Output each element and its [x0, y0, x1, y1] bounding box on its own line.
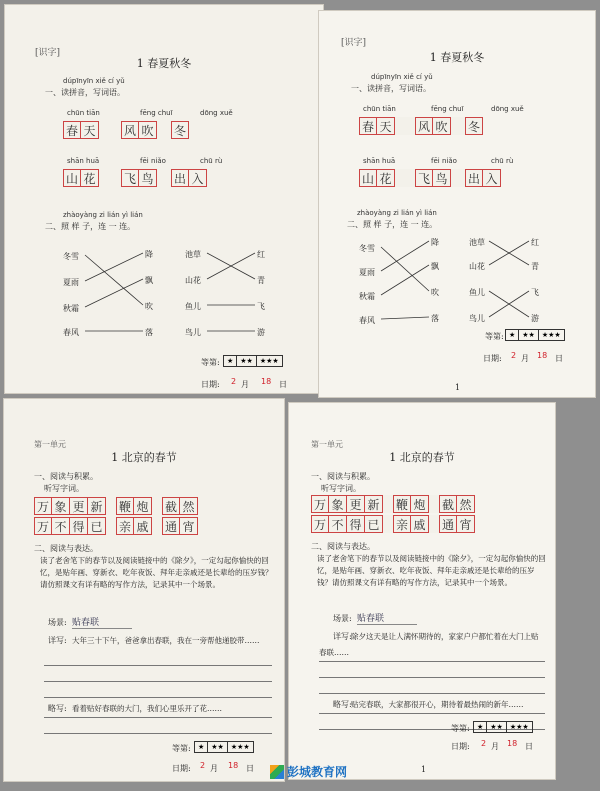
prompt-paragraph: 读了老舍笔下的春节以及阅读链接中的《除夕》，一定勾起你愉快的回忆，是贴年画、穿新衣、吃年夜饭、拜年走亲戚还是长辈给的压岁钱？请仿照课文有详有略的写作方法，记录其中一个场景。	[40, 556, 273, 589]
char-cell: 亲	[393, 515, 411, 533]
q2-label: 二、阅读与表达。	[34, 544, 98, 553]
date-day-suffix: 日	[279, 380, 287, 389]
char-cell: 入	[189, 169, 207, 187]
page-number: 1	[455, 383, 461, 392]
brief-text: 贴完春联，大家都很开心，期待着最热闹的新年……	[351, 700, 524, 709]
brief-label: 略写:	[333, 700, 352, 709]
mid-word: 落	[431, 314, 439, 323]
char-cell: 亲	[116, 517, 134, 535]
star-2: ★★	[519, 330, 539, 340]
char-cell: 然	[457, 495, 475, 513]
char-cell: 飞	[121, 169, 139, 187]
worksheet-beijing-2	[288, 402, 556, 780]
right-word: 游	[531, 314, 539, 323]
char-cell: 万	[311, 515, 329, 533]
date-label: 日期:	[483, 354, 502, 363]
row2-pinyin-3: chū rù	[200, 157, 223, 165]
right-word: 红	[257, 250, 265, 259]
star-2: ★★	[237, 356, 257, 366]
grade-stars	[223, 355, 283, 367]
date-day-suffix: 日	[525, 742, 533, 751]
char-cell: 山	[359, 169, 377, 187]
q2-label: 二、阅读与表达。	[311, 542, 375, 551]
q1-label: 一、阅读与积累。	[34, 472, 98, 481]
q1-label: 一、读拼音，写词语。	[45, 88, 125, 97]
char-cell: 戚	[411, 515, 429, 533]
left-word: 夏雨	[359, 268, 375, 277]
q1-label: 一、阅读与积累。	[311, 472, 375, 481]
char-cell: 风	[121, 121, 139, 139]
dictation-row-2	[311, 515, 475, 533]
brief-label: 略写:	[48, 704, 67, 713]
grade-stars	[505, 329, 565, 341]
date-label: 日期:	[201, 380, 220, 389]
dictation-row-1	[311, 495, 475, 513]
char-cell: 鸟	[139, 169, 157, 187]
grade-label: 等第:	[485, 332, 504, 341]
left2-word: 鸟儿	[185, 328, 201, 337]
char-cell: 得	[70, 517, 88, 535]
char-cell: 风	[415, 117, 433, 135]
char-cell: 不	[52, 517, 70, 535]
date-month-suffix: 月	[521, 354, 529, 363]
q2-pinyin: zhàoyàng zi lián yì lián	[63, 211, 143, 219]
dictation-row-2	[34, 517, 198, 535]
date-day: 18	[537, 351, 548, 360]
worksheet-spring-2	[318, 10, 596, 398]
scene-value: 贴春联	[357, 611, 417, 625]
star-1: ★	[506, 330, 519, 340]
char-cell: 飞	[415, 169, 433, 187]
left-word: 秋霜	[63, 304, 79, 313]
char-cell: 花	[81, 169, 99, 187]
grade-label: 等第:	[172, 744, 191, 753]
date-month-suffix: 月	[241, 380, 249, 389]
page-number: 1	[421, 765, 427, 774]
left-word: 春风	[359, 316, 375, 325]
prompt-paragraph: 读了老舍笔下的春节以及阅读链接中的《除夕》，一定勾起你愉快的回忆，是贴年画、穿新衣、吃年夜饭、拜年走亲戚还是长辈给的压岁钱？请仿照课文有详有略的写作方法，记录其中一个场景。	[317, 554, 546, 587]
star-1: ★	[224, 356, 237, 366]
date-label: 日期:	[451, 742, 470, 751]
left2-word: 鱼儿	[469, 288, 485, 297]
site-name: 彭城教育网	[287, 765, 348, 779]
unit-label: 第一单元	[34, 440, 66, 449]
mid-word: 吹	[431, 288, 439, 297]
row2-pinyin-1: shān huā	[67, 157, 100, 165]
char-cell: 出	[171, 169, 189, 187]
right-word: 青	[531, 262, 539, 271]
char-cell: 戚	[134, 517, 152, 535]
char-cell: 冬	[171, 121, 189, 139]
right-word: 飞	[257, 302, 265, 311]
row2-pinyin-3: chū rù	[491, 157, 514, 165]
mid-word: 吹	[145, 302, 153, 311]
grade-stars	[194, 741, 254, 753]
row1-pinyin-2: fēng chuī	[431, 105, 464, 113]
grade-label: 等第:	[451, 724, 470, 733]
star-3: ★★★	[230, 743, 250, 751]
char-cell: 吹	[139, 121, 157, 139]
grade-label: 等第:	[201, 358, 220, 367]
left-word: 冬雪	[359, 244, 375, 253]
q2-pinyin: zhàoyàng zi lián yì lián	[357, 209, 437, 217]
left2-word: 鱼儿	[185, 302, 201, 311]
char-cell: 山	[63, 169, 81, 187]
char-cell: 天	[377, 117, 395, 135]
date-month: 2	[200, 761, 206, 770]
dictation-row-1	[34, 497, 198, 515]
mid-word: 飘	[145, 276, 153, 285]
left2-word: 鸟儿	[469, 314, 485, 323]
worksheet-spring-1	[4, 4, 324, 394]
star-3: ★★★	[509, 723, 529, 731]
char-cell: 宵	[180, 517, 198, 535]
char-cell: 冬	[465, 117, 483, 135]
left-word: 秋霜	[359, 292, 375, 301]
char-cell: 鞭	[393, 495, 411, 513]
char-cell: 鞭	[116, 497, 134, 515]
q2-label: 二、照 样 子，连 一 连。	[347, 220, 438, 229]
row2-pinyin-2: fēi niǎo	[431, 157, 457, 165]
row2-pinyin-1: shān huā	[363, 157, 396, 165]
date-day-suffix: 日	[555, 354, 563, 363]
logo-icon	[270, 765, 284, 779]
row1-pinyin-2: fēng chuī	[140, 109, 173, 117]
row1-pinyin-3: dōng xuě	[491, 105, 524, 113]
date-day-suffix: 日	[246, 764, 254, 773]
char-cell: 春	[63, 121, 81, 139]
char-cell: 新	[88, 497, 106, 515]
char-cell: 象	[52, 497, 70, 515]
right-word: 红	[531, 238, 539, 247]
char-cell: 得	[347, 515, 365, 533]
scene-label: 场景:	[48, 618, 67, 627]
matching-lines	[5, 5, 324, 394]
star-2: ★★	[208, 742, 228, 752]
detail-label: 详写:	[48, 636, 67, 645]
page-title: 1 北京的春节	[389, 451, 455, 464]
page-title: 1 春夏秋冬	[136, 57, 192, 70]
char-cell: 已	[365, 515, 383, 533]
row1-pinyin-1: chūn tiān	[363, 105, 396, 113]
char-cell: 新	[365, 495, 383, 513]
date-day: 18	[507, 739, 518, 748]
star-3: ★★★	[259, 357, 279, 365]
left-word: 夏雨	[63, 278, 79, 287]
detail-text: 除夕这天是让人满怀期待的，家家户户都忙着在大门上贴春联……	[319, 632, 539, 657]
char-cell: 宵	[457, 515, 475, 533]
char-cell: 天	[81, 121, 99, 139]
date-month: 2	[511, 351, 517, 360]
row1-pinyin-1: chūn tiān	[67, 109, 100, 117]
grade-stars	[473, 721, 533, 733]
char-cell: 然	[180, 497, 198, 515]
date-day: 18	[261, 377, 272, 386]
mid-word: 落	[145, 328, 153, 337]
char-cell: 截	[162, 497, 180, 515]
section-tag: [识字]	[341, 38, 367, 48]
star-1: ★	[195, 742, 208, 752]
page-title: 1 春夏秋冬	[429, 51, 485, 64]
date-day: 18	[228, 761, 239, 770]
char-cell: 万	[34, 517, 52, 535]
char-cell: 更	[347, 495, 365, 513]
char-cell: 吹	[433, 117, 451, 135]
site-logo	[270, 763, 347, 780]
char-cell: 万	[34, 497, 52, 515]
page-title: 1 北京的春节	[111, 451, 177, 464]
char-cell: 通	[439, 515, 457, 533]
scene-label: 场景:	[333, 614, 352, 623]
star-2: ★★	[487, 722, 507, 732]
right-word: 青	[257, 276, 265, 285]
date-label: 日期:	[172, 764, 191, 773]
q1-sub: 听写字词。	[321, 484, 361, 493]
date-month: 2	[231, 377, 237, 386]
date-month: 2	[481, 739, 487, 748]
star-1: ★	[474, 722, 487, 732]
char-cell: 入	[483, 169, 501, 187]
char-cell: 炮	[134, 497, 152, 515]
char-cell: 春	[359, 117, 377, 135]
star-3: ★★★	[541, 331, 561, 339]
char-cell: 更	[70, 497, 88, 515]
q1-label: 一、读拼音，写词语。	[351, 84, 431, 93]
mid-word: 降	[431, 238, 439, 247]
section-tag: [识字]	[35, 48, 61, 58]
detail-text: 大年三十下午，爸爸拿出春联，我在一旁帮他递胶带……	[72, 636, 260, 645]
date-month-suffix: 月	[491, 742, 499, 751]
q1-sub: 听写字词。	[44, 484, 84, 493]
left-word: 冬雪	[63, 252, 79, 261]
unit-label: 第一单元	[311, 440, 343, 449]
scene-value: 贴春联	[72, 615, 132, 629]
char-cell: 炮	[411, 495, 429, 513]
left-word: 春风	[63, 328, 79, 337]
q2-label: 二、照 样 子，连 一 连。	[45, 222, 136, 231]
char-cell: 出	[465, 169, 483, 187]
char-cell: 花	[377, 169, 395, 187]
q1-pinyin: dúpīnyīn xiě cí yǔ	[63, 77, 125, 85]
right-word: 飞	[531, 288, 539, 297]
char-cell: 鸟	[433, 169, 451, 187]
left2-word: 山花	[469, 262, 485, 271]
mid-word: 降	[145, 250, 153, 259]
char-cell: 截	[439, 495, 457, 513]
char-cell: 通	[162, 517, 180, 535]
char-cell: 已	[88, 517, 106, 535]
char-cell: 不	[329, 515, 347, 533]
worksheet-beijing-1	[3, 398, 285, 782]
char-cell: 万	[311, 495, 329, 513]
q1-pinyin: dúpīnyīn xiě cí yǔ	[371, 73, 433, 81]
left2-word: 池草	[469, 238, 485, 247]
row2-pinyin-2: fēi niǎo	[140, 157, 166, 165]
detail-label: 详写:	[333, 632, 352, 641]
mid-word: 飘	[431, 262, 439, 271]
left2-word: 池草	[185, 250, 201, 259]
row1-pinyin-3: dōng xuě	[200, 109, 233, 117]
char-cell: 象	[329, 495, 347, 513]
right-word: 游	[257, 328, 265, 337]
left2-word: 山花	[185, 276, 201, 285]
date-month-suffix: 月	[210, 764, 218, 773]
brief-text: 看着贴好春联的大门，我们心里乐开了花……	[72, 704, 222, 713]
